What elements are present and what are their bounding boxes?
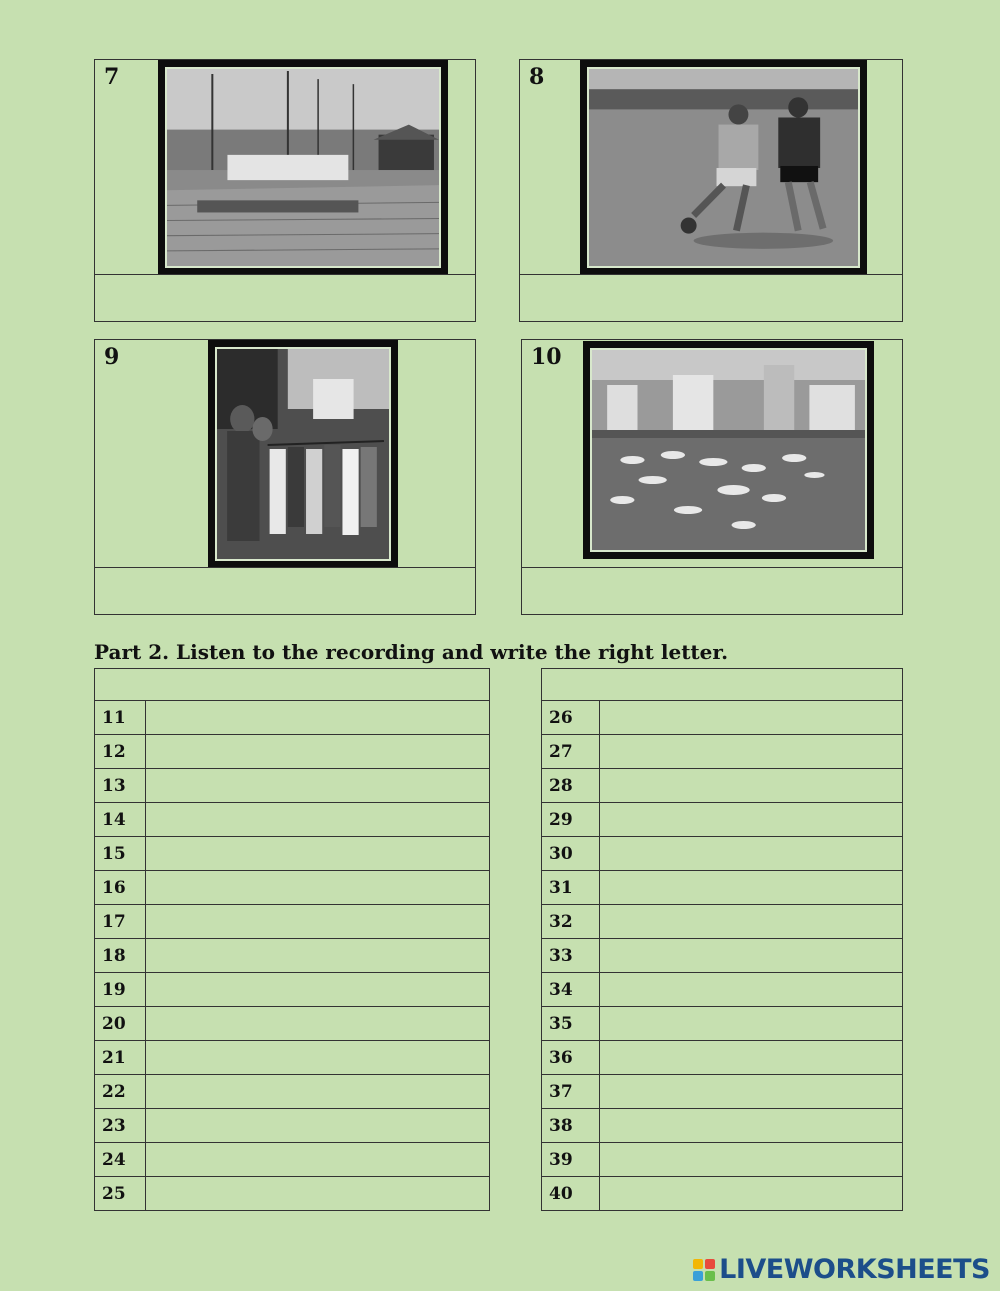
table-header-row xyxy=(95,669,490,701)
answer-row xyxy=(542,1143,903,1177)
answer-field[interactable] xyxy=(146,905,490,939)
answer-field[interactable] xyxy=(600,1007,903,1041)
question-number: 23 xyxy=(95,1109,146,1143)
answer-field[interactable] xyxy=(146,1075,490,1109)
answer-row xyxy=(542,701,903,735)
answer-row xyxy=(542,871,903,905)
question-number: 36 xyxy=(542,1041,600,1075)
answer-box-8[interactable] xyxy=(520,274,902,321)
answer-field[interactable] xyxy=(146,939,490,973)
photo-boys-football xyxy=(580,60,867,275)
answer-field[interactable] xyxy=(146,837,490,871)
question-number: 26 xyxy=(542,701,600,735)
answer-field[interactable] xyxy=(146,1143,490,1177)
answer-row xyxy=(542,1177,903,1211)
answer-field[interactable] xyxy=(600,973,903,1007)
answer-row xyxy=(95,769,490,803)
answer-field[interactable] xyxy=(600,939,903,973)
question-number: 37 xyxy=(542,1075,600,1109)
question-number: 30 xyxy=(542,837,600,871)
answer-row xyxy=(542,1041,903,1075)
answer-field[interactable] xyxy=(600,803,903,837)
answer-row xyxy=(542,803,903,837)
logo-block xyxy=(693,1271,703,1281)
answer-row xyxy=(542,939,903,973)
answer-field[interactable] xyxy=(146,735,490,769)
question-number: 18 xyxy=(95,939,146,973)
answer-row xyxy=(542,769,903,803)
question-number: 29 xyxy=(542,803,600,837)
question-number: 21 xyxy=(95,1041,146,1075)
answer-field[interactable] xyxy=(146,769,490,803)
question-number: 16 xyxy=(95,871,146,905)
answer-row xyxy=(95,1177,490,1211)
logo-block xyxy=(693,1259,703,1269)
question-number: 11 xyxy=(95,701,146,735)
answer-row xyxy=(542,1075,903,1109)
photo-clothes-stall xyxy=(208,340,398,568)
picture-cell-10 xyxy=(521,339,903,615)
question-number: 7 xyxy=(104,64,120,90)
photo-harbour-pier xyxy=(158,60,448,275)
answer-row xyxy=(95,1109,490,1143)
answer-field[interactable] xyxy=(146,1041,490,1075)
answer-field[interactable] xyxy=(600,701,903,735)
answer-field[interactable] xyxy=(600,1177,903,1211)
answer-field[interactable] xyxy=(600,837,903,871)
question-number: 22 xyxy=(95,1075,146,1109)
answer-row xyxy=(542,905,903,939)
picture-cell-9 xyxy=(94,339,476,615)
answer-row xyxy=(95,1041,490,1075)
question-number: 38 xyxy=(542,1109,600,1143)
logo-block xyxy=(705,1271,715,1281)
part2-heading: Part 2. Listen to the recording and write the right letter. xyxy=(94,640,729,664)
answer-field[interactable] xyxy=(600,769,903,803)
answer-field[interactable] xyxy=(146,871,490,905)
question-number: 40 xyxy=(542,1177,600,1211)
answer-field[interactable] xyxy=(600,1041,903,1075)
question-number: 14 xyxy=(95,803,146,837)
photo-harbour-boats xyxy=(583,341,874,559)
answer-table-left xyxy=(94,668,490,1211)
picture-cell-8 xyxy=(519,59,903,322)
question-number: 34 xyxy=(542,973,600,1007)
answer-row xyxy=(95,939,490,973)
answer-box-7[interactable] xyxy=(95,274,475,321)
answer-row xyxy=(95,1075,490,1109)
question-number: 31 xyxy=(542,871,600,905)
answer-field[interactable] xyxy=(600,905,903,939)
answer-field[interactable] xyxy=(600,735,903,769)
question-number: 24 xyxy=(95,1143,146,1177)
answer-field[interactable] xyxy=(600,1075,903,1109)
answer-row xyxy=(95,1007,490,1041)
question-number: 13 xyxy=(95,769,146,803)
answer-row xyxy=(542,837,903,871)
answer-field[interactable] xyxy=(146,1007,490,1041)
question-number: 27 xyxy=(542,735,600,769)
question-number: 15 xyxy=(95,837,146,871)
picture-cell-7 xyxy=(94,59,476,322)
table-header-row xyxy=(542,669,903,701)
answer-row xyxy=(542,1007,903,1041)
question-number: 19 xyxy=(95,973,146,1007)
logo-blocks-icon xyxy=(693,1259,715,1281)
answer-field[interactable] xyxy=(600,871,903,905)
question-number: 17 xyxy=(95,905,146,939)
question-number: 9 xyxy=(104,344,120,370)
question-number: 28 xyxy=(542,769,600,803)
question-number: 32 xyxy=(542,905,600,939)
answer-field[interactable] xyxy=(146,1177,490,1211)
answer-field[interactable] xyxy=(146,1109,490,1143)
answer-row xyxy=(95,1143,490,1177)
answer-box-9[interactable] xyxy=(95,567,475,614)
answer-row xyxy=(95,803,490,837)
answer-table-right xyxy=(541,668,903,1211)
answer-row xyxy=(542,973,903,1007)
answer-row xyxy=(95,905,490,939)
answer-row xyxy=(95,871,490,905)
question-number: 25 xyxy=(95,1177,146,1211)
question-number: 10 xyxy=(531,344,562,370)
answer-row xyxy=(542,735,903,769)
answer-box-10[interactable] xyxy=(522,567,902,614)
answer-row xyxy=(95,735,490,769)
question-number: 33 xyxy=(542,939,600,973)
question-number: 8 xyxy=(529,64,545,90)
answer-row xyxy=(542,1109,903,1143)
question-number: 20 xyxy=(95,1007,146,1041)
answer-row xyxy=(95,837,490,871)
liveworksheets-logo xyxy=(693,1254,990,1285)
answer-row xyxy=(95,701,490,735)
question-number: 39 xyxy=(542,1143,600,1177)
logo-text: LIVEWORKSHEETS xyxy=(719,1254,990,1285)
answer-field[interactable] xyxy=(600,1143,903,1177)
answer-row xyxy=(95,973,490,1007)
logo-block xyxy=(705,1259,715,1269)
question-number: 12 xyxy=(95,735,146,769)
answer-field[interactable] xyxy=(146,803,490,837)
answer-field[interactable] xyxy=(146,973,490,1007)
question-number: 35 xyxy=(542,1007,600,1041)
answer-field[interactable] xyxy=(146,701,490,735)
answer-field[interactable] xyxy=(600,1109,903,1143)
